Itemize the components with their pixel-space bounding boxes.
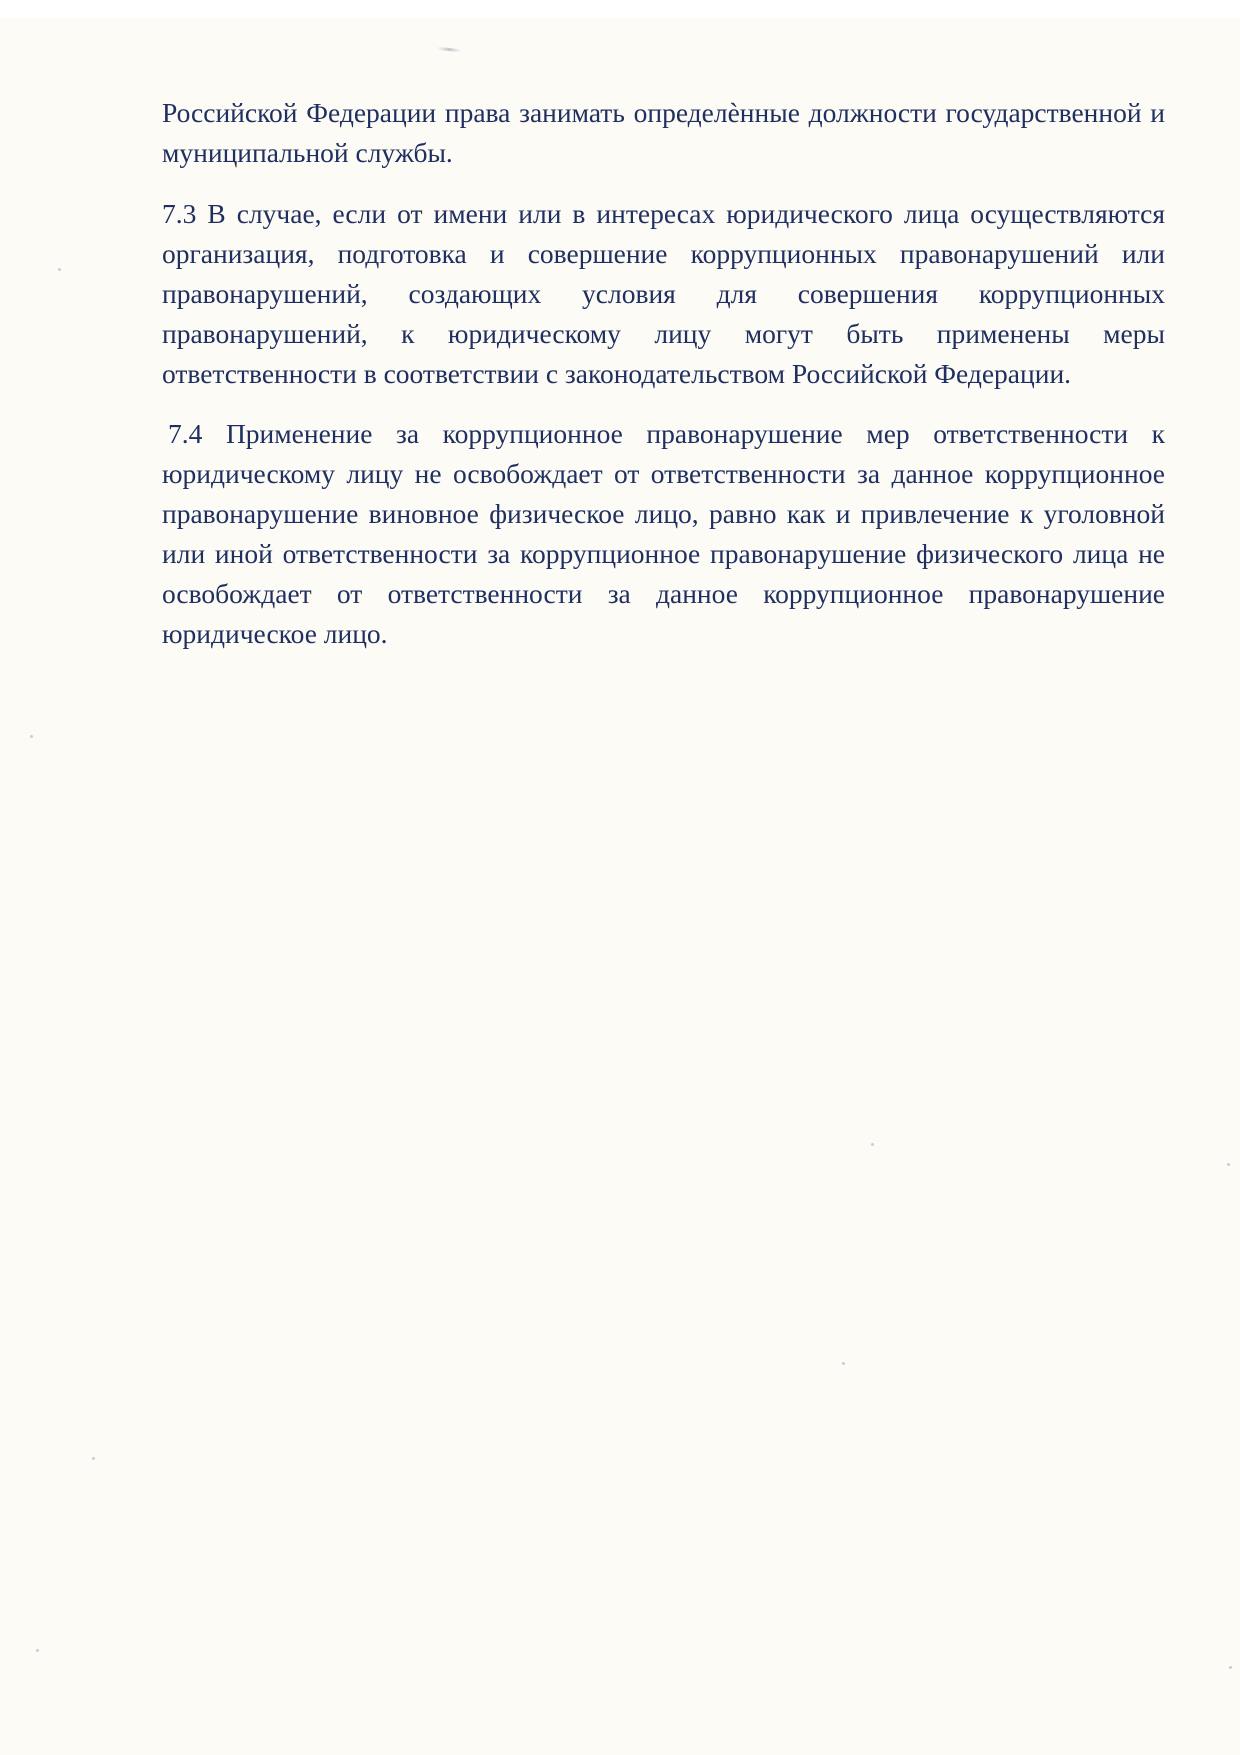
document-body [162, 93, 1165, 654]
scan-speck [842, 1362, 845, 1365]
scan-speck [36, 1649, 39, 1652]
scan-speck [871, 1143, 874, 1146]
paragraph-7-3: 7.3 В случае, если от имени или в интересах юридического лица осуществляются организация, подготовка и совершение коррупционных правонарушений или правонарушений, создающих условия для совершения коррупционных правонарушений, к юридическому лицу могут быть применены меры ответственности в соответствии с законодательством Российской Федерации. [162, 198, 1165, 389]
scan-speck [30, 735, 33, 738]
paragraph-continuation: Российской Федерации права занимать определѐнные должности государственной и муниципальной службы. [162, 97, 1165, 168]
paragraph-7-4: 7.4 Применение за коррупционное правонарушение мер ответственности к юридическому лицу не освобождает от ответственности за данное коррупционное правонарушение виновное физическое лицо, равно как и привлечение к уголовной или иной ответственности за коррупционное правонарушение физического лица не освобождает от ответственности за данное коррупционное правонарушение юридическое лицо. [162, 418, 1165, 649]
scan-speck [58, 268, 61, 271]
scan-artifact [437, 47, 461, 52]
scan-top-edge [0, 0, 1240, 18]
scan-speck [1229, 1666, 1232, 1669]
scan-speck [92, 1457, 95, 1460]
scan-speck [1227, 1163, 1230, 1166]
